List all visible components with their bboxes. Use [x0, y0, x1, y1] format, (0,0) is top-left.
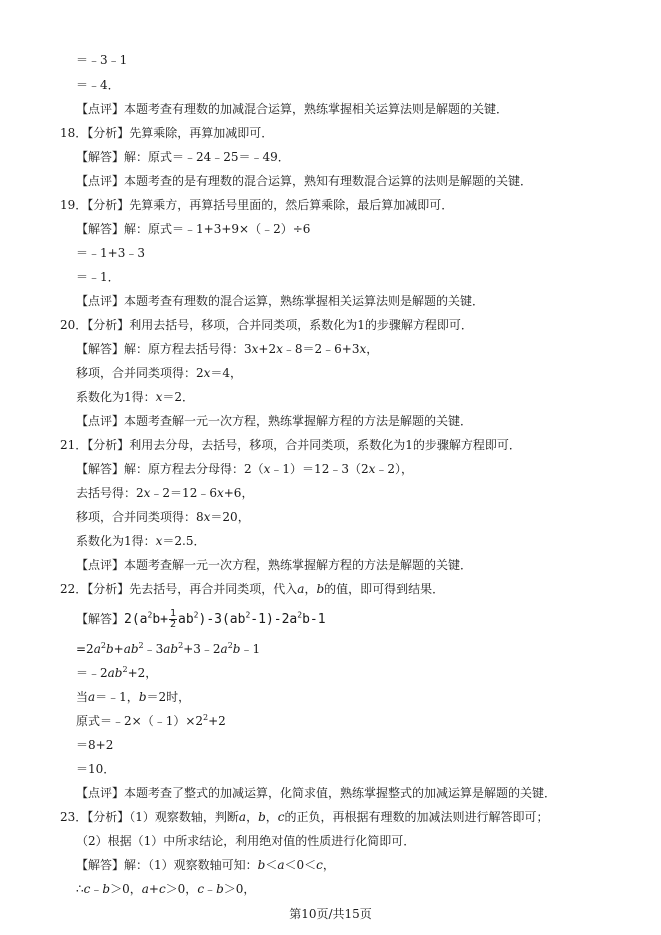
answer-line: 【解答】解：原方程去括号得：3x+2x﹣8＝2﹣6+3x，	[76, 342, 379, 356]
text-line: $=2a^2b+ab^2﹣3ab^2+3﹣2a^2b﹣1$	[76, 641, 261, 656]
text-line: 系数化为1得：x＝2.5．	[76, 534, 206, 548]
text-line: （2）根据（1）中所求结论，利用绝对值的性质进行化简即可．	[76, 834, 416, 848]
text-line: ＝8+2	[76, 738, 114, 752]
text-line: 移项，合并同类项得：2x＝4，	[76, 366, 243, 380]
answer-line: 【解答】解：原方程去分母得：2（x﹣1）＝12﹣3（2x﹣2），	[76, 462, 414, 476]
comment-line: 【点评】本题考查有理数的加减混合运算，熟练掌握相关运算法则是解题的关键．	[76, 102, 509, 116]
question-18-analysis: 18．【分析】先算乘除，再算加减即可．	[60, 126, 274, 140]
question-23-analysis: 23．【分析】（1）观察数轴，判断a，b，c的正负，再根据有理数的加减法则进行解答即可；	[60, 810, 549, 824]
text-line: ＝﹣3﹣1	[76, 53, 128, 67]
fraction-one-half: $\frac{1}{2}$	[169, 608, 177, 630]
question-20-analysis: 20．【分析】利用去括号，移项，合并同类项，系数化为1的步骤解方程即可．	[60, 318, 473, 332]
answer-line: 【解答】解：原式＝﹣1+3+9×（﹣2）÷6	[76, 222, 311, 236]
question-22-analysis: 22．【分析】先去括号，再合并同类项，代入a，b的值，即可得到结果．	[60, 582, 445, 596]
answer-line: 【解答】解：原式＝﹣24﹣25＝﹣49．	[76, 150, 290, 164]
text-line: ＝10．	[76, 762, 116, 776]
text-line: 去括号得：2x﹣2＝12﹣6x+6，	[76, 486, 254, 500]
text-line: ＝﹣1+3﹣3	[76, 246, 145, 260]
comment-line: 【点评】本题考查有理数的混合运算，熟练掌握相关运算法则是解题的关键．	[76, 294, 485, 308]
comment-line: 【点评】本题考查解一元一次方程，熟练掌握解方程的方法是解题的关键．	[76, 558, 473, 572]
answer-formula-line: 【解答】$2(a^2b+$ $\frac{1}{2}$ $ab^2)-3(ab^2-1)-2a^2b-1$	[76, 608, 326, 630]
comment-line: 【点评】本题考查了整式的加减运算，化简求值，熟练掌握整式的加减运算是解题的关键．	[76, 786, 557, 800]
page-footer: 第10页/共15页	[289, 907, 372, 921]
text-line: $=﹣2ab^2+2$，	[76, 665, 158, 680]
comment-line: 【点评】本题考查解一元一次方程，熟练掌握解方程的方法是解题的关键．	[76, 414, 473, 428]
text-line: 移项，合并同类项得：8x＝20，	[76, 510, 250, 524]
math-expression: $2(a^2b+$ $\frac{1}{2}$ $ab^2)-3(ab^2-1)-2a^2b-1$	[124, 608, 326, 630]
comment-line: 【点评】本题考查的是有理数的混合运算，熟知有理数混合运算的法则是解题的关键．	[76, 174, 533, 188]
text-line: 原式$=﹣2\times(﹣1)\times 2^2+2$	[76, 713, 226, 728]
text-line: ∴c﹣b＞0，a+c＞0，c﹣b＞0，	[76, 882, 256, 896]
text-line: ＝﹣4．	[76, 78, 120, 92]
question-19-analysis: 19．【分析】先算乘方，再算括号里面的，然后算乘除，最后算加减即可．	[60, 198, 454, 212]
question-21-analysis: 21．【分析】利用去分母，去括号，移项，合并同类项，系数化为1的步骤解方程即可．	[60, 438, 521, 452]
text-line: 系数化为1得：x＝2．	[76, 390, 195, 404]
text-line: ＝﹣1．	[76, 270, 120, 284]
text-line: 当a＝﹣1，b＝2时，	[76, 690, 191, 704]
answer-line: 【解答】解：（1）观察数轴可知：b＜a＜0＜c，	[76, 858, 335, 872]
